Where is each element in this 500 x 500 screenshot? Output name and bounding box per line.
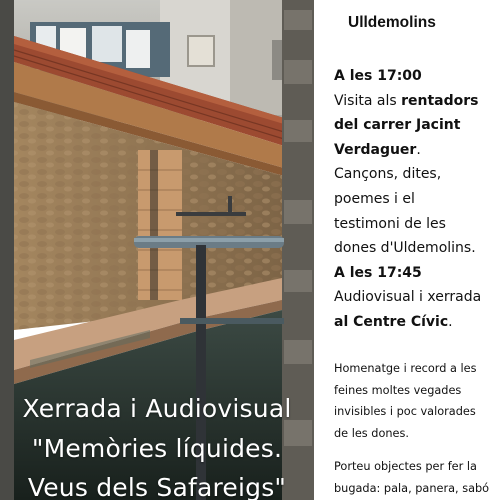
- bring-line-1: Porteu objectes per fer la: [334, 460, 477, 473]
- bring-objects-paragraph: [334, 456, 496, 499]
- schedule-block: [334, 64, 496, 335]
- event-info-column: [334, 0, 496, 500]
- activity-1-line-3: [334, 138, 496, 163]
- homage-line-4: de les dones.: [334, 426, 409, 440]
- activity-1-period: .: [416, 141, 421, 158]
- caption-line-3: Veus dels Safareigs": [27, 473, 287, 500]
- schedule-time-2: A les 17:45: [334, 264, 422, 281]
- homage-line-3: invisibles i poc valorades: [334, 405, 476, 418]
- activity-1-line-2: del carrer Jacint: [334, 117, 461, 134]
- activity-2-period: .: [448, 313, 453, 330]
- activity-2-line-2: [334, 310, 496, 335]
- activity-2-line-1: Audiovisual i xerrada: [334, 289, 482, 306]
- activity-1-line-4: Cançons, dites,: [334, 166, 442, 183]
- activity-1-street: Verdaguer: [334, 141, 417, 158]
- homage-line-1: Homenatge i record a les: [334, 362, 477, 375]
- caption-line-2: "Memòries líquides.: [31, 434, 283, 463]
- bring-line-2: bugada: pala, panera, sabó: [334, 481, 490, 495]
- activity-1-highlight: rentadors: [401, 92, 479, 109]
- activity-1-line-5: poemes i el: [334, 190, 415, 207]
- homage-line-2: feines moltes vegades: [334, 383, 462, 397]
- schedule-time-1: A les 17:00: [334, 68, 422, 84]
- activity-1-prefix: Visita als: [334, 92, 402, 109]
- caption-line-1: Xerrada i Audiovisual: [22, 394, 292, 423]
- activity-1-line-7: dones d'Uldemolins.: [334, 240, 476, 257]
- activity-1-line-1: [334, 89, 496, 114]
- activity-1-line-6: testimoni de les: [334, 215, 446, 232]
- activity-2-venue: al Centre Cívic: [334, 313, 449, 330]
- homage-paragraph: [334, 358, 496, 444]
- town-title: Ulldemolins: [348, 14, 436, 31]
